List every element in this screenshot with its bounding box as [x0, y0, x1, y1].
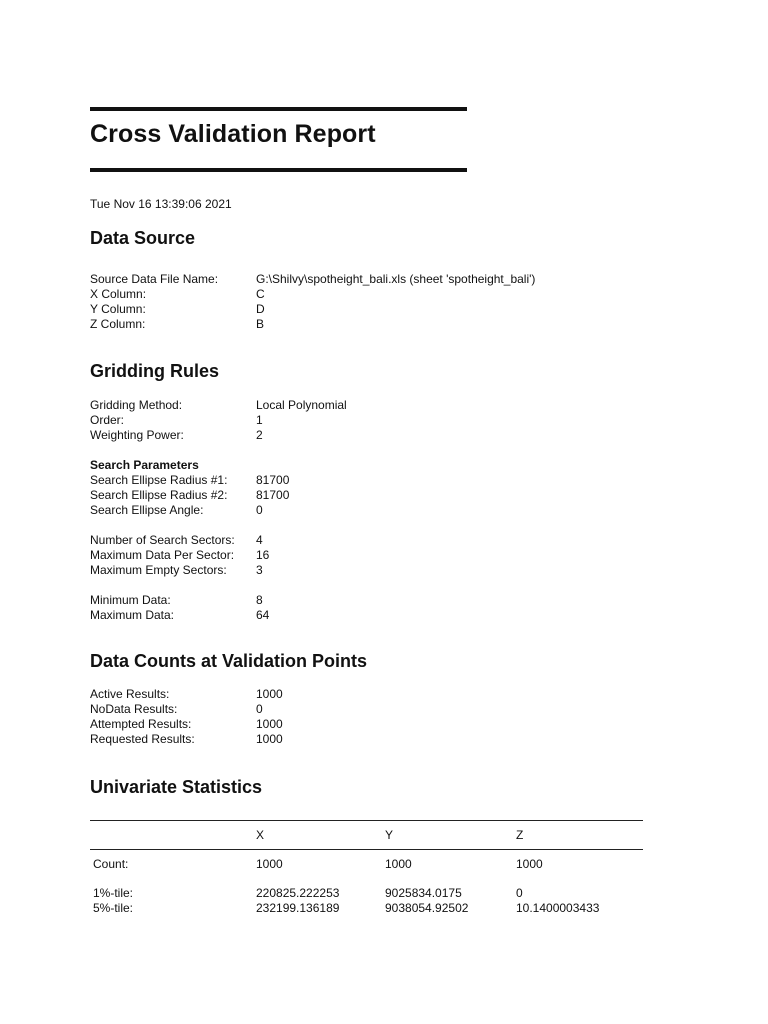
univariate-table	[90, 820, 643, 916]
report-title: Cross Validation Report	[90, 120, 376, 148]
kv-value: 64	[256, 608, 270, 622]
row-label: Count:	[93, 857, 129, 871]
kv-label: X Column:	[90, 287, 147, 301]
kv-label: NoData Results:	[90, 702, 178, 716]
kv-value: B	[256, 317, 265, 331]
univariate-heading: Univariate Statistics	[90, 777, 263, 797]
kv-row	[90, 608, 347, 623]
kv-row	[90, 398, 347, 413]
kv-row	[90, 687, 283, 702]
kv-value: Local Polynomial	[256, 398, 347, 412]
kv-value: 1000	[256, 717, 283, 731]
cell-z: 10.1400003433	[516, 901, 600, 915]
kv-row	[90, 732, 283, 747]
kv-row	[90, 503, 347, 518]
kv-label: Source Data File Name:	[90, 272, 219, 286]
kv-value: G:\Shilvy\spotheight_bali.xls (sheet 'spotheight_bali')	[256, 272, 536, 286]
cell-y: 9025834.0175	[385, 886, 462, 900]
kv-row	[90, 272, 535, 287]
kv-value: 4	[256, 533, 263, 547]
kv-label: Attempted Results:	[90, 717, 192, 731]
cell-z: 1000	[516, 857, 543, 871]
kv-value: 16	[256, 548, 270, 562]
kv-label: Requested Results:	[90, 732, 195, 746]
spacer	[90, 578, 347, 593]
gridding-rules-list	[90, 398, 347, 623]
row-label: 1%-tile:	[93, 886, 134, 900]
kv-row	[90, 702, 283, 717]
kv-row	[90, 563, 347, 578]
kv-label: Y Column:	[90, 302, 146, 316]
kv-row	[90, 548, 347, 563]
kv-row	[90, 717, 283, 732]
kv-label: Search Ellipse Angle:	[90, 503, 204, 517]
kv-value: 0	[256, 702, 263, 716]
kv-value: 1	[256, 413, 263, 427]
kv-value: 81700	[256, 488, 290, 502]
column-header-x: X	[256, 828, 265, 842]
kv-value: C	[256, 287, 265, 301]
kv-label: Number of Search Sectors:	[90, 533, 235, 547]
title-rule-top	[90, 107, 467, 111]
kv-label: Active Results:	[90, 687, 170, 701]
table-header-row	[90, 821, 643, 849]
gridding-rules-heading: Gridding Rules	[90, 361, 220, 381]
kv-row	[90, 533, 347, 548]
kv-label: Maximum Data:	[90, 608, 175, 622]
kv-value: 81700	[256, 473, 290, 487]
table-row	[90, 886, 643, 901]
data-source-list	[90, 272, 535, 332]
spacer	[90, 443, 347, 458]
column-header-y: Y	[385, 828, 394, 842]
kv-label: Maximum Data Per Sector:	[90, 548, 235, 562]
kv-row	[90, 428, 347, 443]
kv-label: Maximum Empty Sectors:	[90, 563, 227, 577]
kv-row	[90, 488, 347, 503]
spacer	[90, 850, 643, 857]
cell-z: 0	[516, 886, 523, 900]
kv-value: 2	[256, 428, 263, 442]
kv-value: 1000	[256, 687, 283, 701]
kv-row	[90, 473, 347, 488]
column-header-z: Z	[516, 828, 524, 842]
kv-value: 8	[256, 593, 263, 607]
kv-row	[90, 413, 347, 428]
cell-x: 1000	[256, 857, 283, 871]
kv-label: Z Column:	[90, 317, 146, 331]
kv-row	[90, 317, 535, 332]
title-rule-bottom	[90, 168, 467, 172]
kv-label: Search Ellipse Radius #1:	[90, 473, 228, 487]
kv-value: 0	[256, 503, 263, 517]
data-counts-list	[90, 687, 283, 747]
kv-value: 3	[256, 563, 263, 577]
search-parameters-heading: Search Parameters	[90, 458, 199, 472]
kv-row	[90, 302, 535, 317]
kv-label: Order:	[90, 413, 125, 427]
kv-row	[90, 287, 535, 302]
data-source-heading: Data Source	[90, 228, 196, 248]
report-timestamp: Tue Nov 16 13:39:06 2021	[90, 197, 232, 211]
row-label: 5%-tile:	[93, 901, 134, 915]
kv-value: D	[256, 302, 265, 316]
cell-x: 220825.222253	[256, 886, 340, 900]
cell-y: 9038054.92502	[385, 901, 469, 915]
cell-y: 1000	[385, 857, 412, 871]
kv-label: Search Ellipse Radius #2:	[90, 488, 228, 502]
kv-label: Minimum Data:	[90, 593, 171, 607]
kv-label: Weighting Power:	[90, 428, 184, 442]
data-counts-heading: Data Counts at Validation Points	[90, 651, 368, 671]
kv-label: Gridding Method:	[90, 398, 183, 412]
table-row	[90, 901, 643, 916]
kv-value: 1000	[256, 732, 283, 746]
spacer	[90, 518, 347, 533]
kv-row	[90, 593, 347, 608]
spacer	[90, 872, 643, 886]
table-row	[90, 857, 643, 872]
cell-x: 232199.136189	[256, 901, 340, 915]
